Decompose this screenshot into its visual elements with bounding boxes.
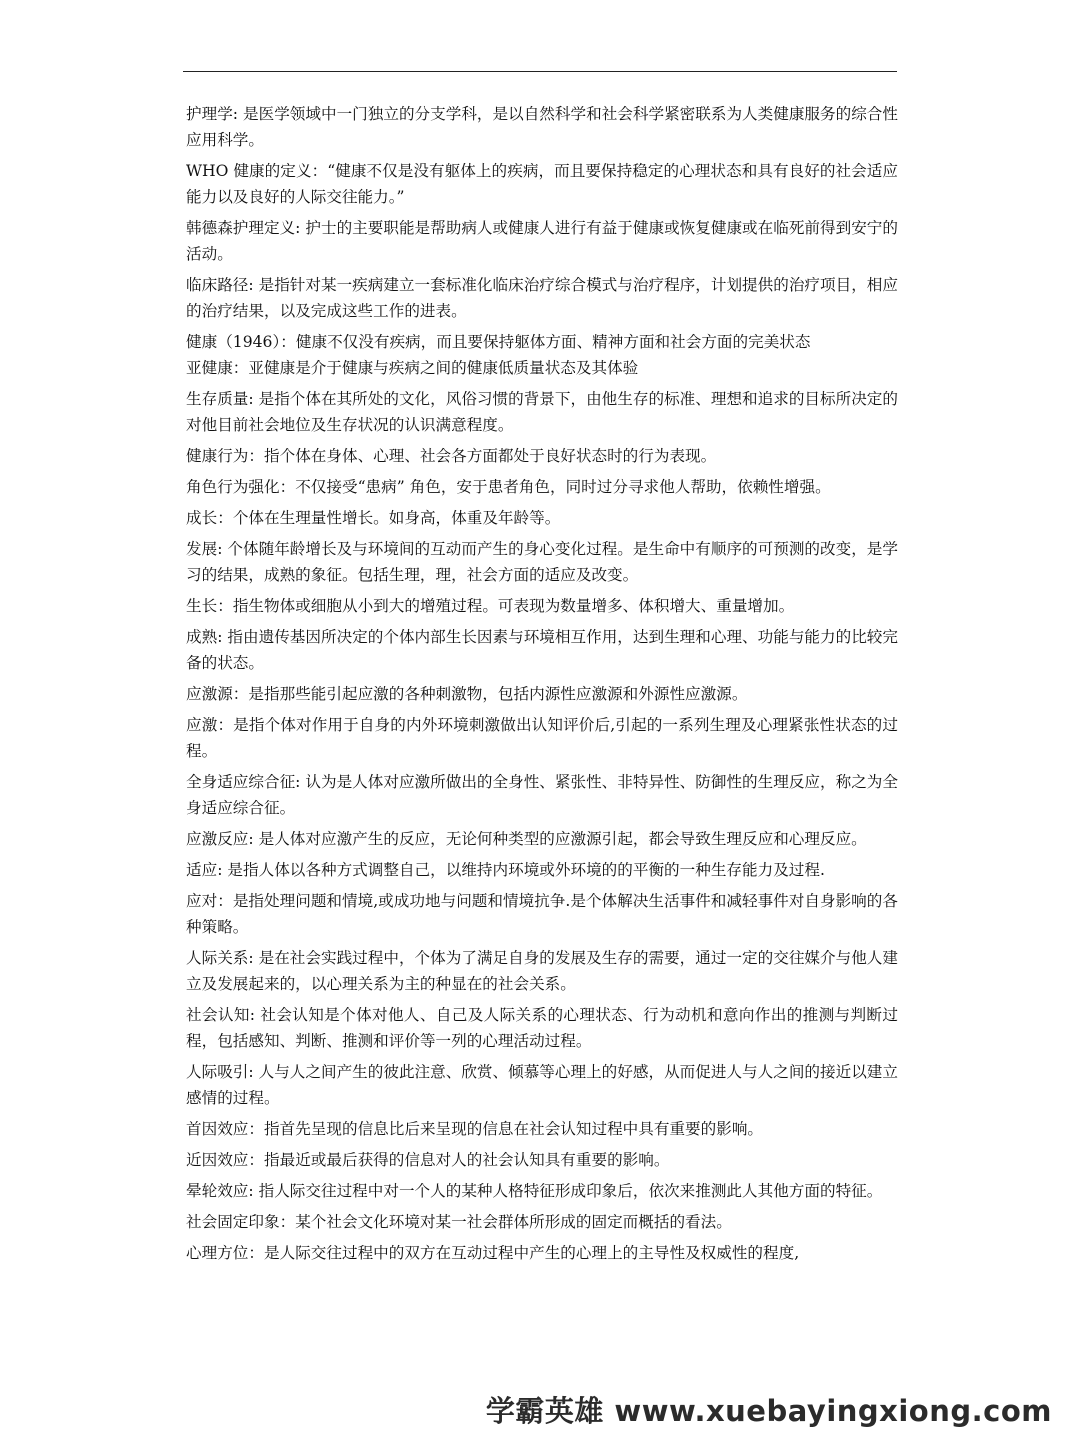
- term-separator: :: [248, 276, 259, 294]
- definition-text: 某个社会文化环境对某一社会群体所形成的固定而概括的看法。: [295, 1213, 732, 1231]
- definition-entry: [186, 624, 898, 676]
- term-separator: ：: [279, 1213, 296, 1231]
- definition-term: WHO 健康的定义: [186, 162, 312, 180]
- term-separator: ：: [217, 716, 234, 734]
- definition-term: 首因效应: [186, 1120, 249, 1138]
- definition-text: 指个体在身体、心理、社会各方面都处于良好状态时的行为表现。: [264, 447, 717, 465]
- definition-entry: [186, 443, 898, 469]
- site-watermark: 学霸英雄 www.xuebayingxiong.com: [485, 1394, 1052, 1428]
- definition-text: 是指那些能引起应激的各种刺激物，包括内源性应激源和外源性应激源。: [248, 685, 748, 703]
- definition-term: 晕轮效应: [186, 1182, 249, 1200]
- definition-entry: [186, 1002, 898, 1054]
- definition-entry: [186, 1178, 898, 1204]
- term-separator: :: [248, 1063, 259, 1081]
- definition-term: 应激反应: [186, 830, 249, 848]
- definition-term: 心理方位: [186, 1244, 249, 1262]
- definition-term: 生存质量: [186, 390, 249, 408]
- term-separator: :: [217, 861, 228, 879]
- term-separator: ：: [248, 1151, 264, 1169]
- definition-entry: [186, 826, 898, 852]
- definition-term: 社会固定印象: [186, 1213, 280, 1231]
- definition-term: 成熟: [186, 628, 218, 646]
- definition-text: 指由遗传基因所决定的个体内部生长因素与环境相互作用，达到生理和心理、功能与能力的比较完备的状态。: [186, 628, 898, 672]
- definition-entry: [186, 474, 898, 500]
- definition-entry: [186, 329, 898, 355]
- definition-text: 指生物体或细胞从小到大的增殖过程。可表现为数量增多、体积增大、重量增加。: [232, 597, 795, 615]
- header-rule: [183, 71, 897, 72]
- definition-entry: [186, 593, 898, 619]
- definition-text: 社会认知是个体对他人、自己及人际关系的心理状态、行为动机和意向作出的推测与判断过程，包括感知、判断、推测和评价等一列的心理活动过程。: [186, 1006, 898, 1050]
- definition-entry: [186, 1147, 898, 1173]
- definition-term: 健康（1946）: [186, 333, 281, 351]
- definition-text: 是指个体在其所处的文化，风俗习惯的背景下，由他生存的标准、理想和追求的目标所决定的对他目前社会地位及生存状况的认识满意程度。: [186, 390, 898, 434]
- definition-text: 指人际交往过程中对一个人的某种人格特征形成印象后，依次来推测此人其他方面的特征。: [258, 1182, 883, 1200]
- definition-entry: [186, 386, 898, 438]
- term-separator: :: [249, 1006, 261, 1024]
- definition-term: 全身适应综合征: [186, 773, 296, 791]
- term-separator: ：: [248, 447, 264, 465]
- definition-entry: [186, 1209, 898, 1235]
- term-separator: ：: [217, 509, 233, 527]
- definition-term: 适应: [186, 861, 218, 879]
- definition-entry: [186, 1059, 898, 1111]
- definition-text: 是人体对应激产生的反应，无论何种类型的应激源引起，都会导致生理反应和心理反应。: [258, 830, 867, 848]
- definition-text: 是医学领域中一门独立的分支学科，是以自然科学和社会科学紧密联系为人类健康服务的综合性应用科学。: [186, 105, 898, 149]
- definition-term: 应对: [186, 892, 218, 910]
- definition-text: 不仅接受“患病” 角色，安于患者角色，同时过分寻求他人帮助，依赖性增强。: [295, 478, 831, 496]
- term-separator: ：: [248, 1120, 264, 1138]
- term-separator: ：: [232, 685, 249, 703]
- definition-entry: [186, 101, 898, 153]
- definition-text: 健康不仅没有疾病，而且要保持躯体方面、精神方面和社会方面的完美状态: [295, 333, 811, 351]
- definition-term: 发展: [186, 540, 218, 558]
- term-separator: :: [217, 540, 228, 558]
- definition-text: 个体在生理量性增长。如身高，体重及年龄等。: [232, 509, 561, 527]
- definition-term: 成长: [186, 509, 218, 527]
- term-separator: ：: [311, 162, 328, 180]
- definition-term: 应激: [186, 716, 218, 734]
- definition-entry: [186, 712, 898, 764]
- definition-entry: [186, 536, 898, 588]
- definition-entry: [186, 857, 898, 883]
- definition-entry: [186, 1240, 898, 1266]
- definition-term: 人际关系: [186, 949, 249, 967]
- definition-text: 是在社会实践过程中，个体为了满足自身的发展及生存的需要，通过一定的交往媒介与他人建立及发展起来的，以心理关系为主的种显在的社会关系。: [186, 949, 898, 993]
- definition-text: 人与人之间产生的彼此注意、欣赏、倾慕等心理上的好感，从而促进人与人之间的接近以建立感情的过程。: [186, 1063, 898, 1107]
- definition-term: 角色行为强化: [186, 478, 280, 496]
- definition-entry: [186, 681, 898, 707]
- definition-text: 是指处理问题和情境,或成功地与问题和情境抗争.是个体解决生活事件和减轻事件对自身影响的各种策略。: [186, 892, 898, 936]
- definition-text: 个体随年龄增长及与环境间的互动而产生的身心变化过程。是生命中有顺序的可预测的改变，是学习的结果，成熟的象征。包括生理，理，社会方面的适应及改变。: [186, 540, 898, 584]
- definition-entry: [186, 158, 898, 210]
- definition-term: 护理学: [186, 105, 233, 123]
- definition-text: 是指人体以各种方式调整自己，以维持内环境或外环境的的平衡的一种生存能力及过程.: [227, 861, 825, 879]
- definition-term: 亚健康: [186, 359, 233, 377]
- definition-entry: [186, 272, 898, 324]
- definition-term: 社会认知: [186, 1006, 250, 1024]
- document-body: [186, 101, 898, 1271]
- term-separator: ：: [217, 597, 233, 615]
- definition-text: 是指个体对作用于自身的内外环境刺激做出认知评价后,引起的一系列生理及心理紧张性状态的过程。: [186, 716, 898, 760]
- definition-entry: [186, 888, 898, 940]
- definition-text: 认为是人体对应激所做出的全身性、紧张性、非特异性、防御性的生理反应，称之为全身适应综合征。: [186, 773, 898, 817]
- definition-term: 人际吸引: [186, 1063, 249, 1081]
- definition-entry: [186, 355, 898, 381]
- term-separator: :: [217, 628, 228, 646]
- definition-text: 指最近或最后获得的信息对人的社会认知具有重要的影响。: [264, 1151, 670, 1169]
- definition-entry: [186, 215, 898, 267]
- definition-term: 健康行为: [186, 447, 249, 465]
- definition-term: 近因效应: [186, 1151, 249, 1169]
- definition-text: 亚健康是介于健康与疾病之间的健康低质量状态及其体验: [248, 359, 639, 377]
- definition-text: 是指针对某一疾病建立一套标准化临床治疗综合模式与治疗程序，计划提供的治疗项目，相应的治疗结果，以及完成这些工作的进表。: [186, 276, 898, 320]
- term-separator: :: [248, 390, 259, 408]
- definition-text: “健康不仅是没有躯体上的疾病，而且要保持稳定的心理状态和具有良好的社会适应能力以及良好的人际交往能力。”: [186, 162, 898, 206]
- term-separator: ：: [217, 892, 233, 910]
- definition-text: 指首先呈现的信息比后来呈现的信息在社会认知过程中具有重要的影响。: [264, 1120, 764, 1138]
- term-separator: :: [248, 949, 259, 967]
- term-separator: ：: [232, 359, 249, 377]
- definition-text: 是人际交往过程中的双方在互动过程中产生的心理上的主导性及权威性的程度,: [264, 1244, 800, 1262]
- term-separator: :: [248, 1182, 259, 1200]
- term-separator: :: [248, 830, 259, 848]
- definition-term: 应激源: [186, 685, 233, 703]
- definition-entry: [186, 769, 898, 821]
- definition-text: 护士的主要职能是帮助病人或健康人进行有益于健康或恢复健康或在临死前得到安宁的活动。: [186, 219, 898, 263]
- definition-term: 生长: [186, 597, 218, 615]
- definition-entry: [186, 945, 898, 997]
- definition-term: 临床路径: [186, 276, 249, 294]
- term-separator: :: [295, 219, 306, 237]
- term-separator: :: [295, 773, 306, 791]
- term-separator: ：: [248, 1244, 264, 1262]
- definition-term: 韩德森护理定义: [186, 219, 296, 237]
- term-separator: ：: [280, 333, 296, 351]
- term-separator: :: [232, 105, 244, 123]
- term-separator: ：: [279, 478, 296, 496]
- definition-entry: [186, 1116, 898, 1142]
- definition-entry: [186, 505, 898, 531]
